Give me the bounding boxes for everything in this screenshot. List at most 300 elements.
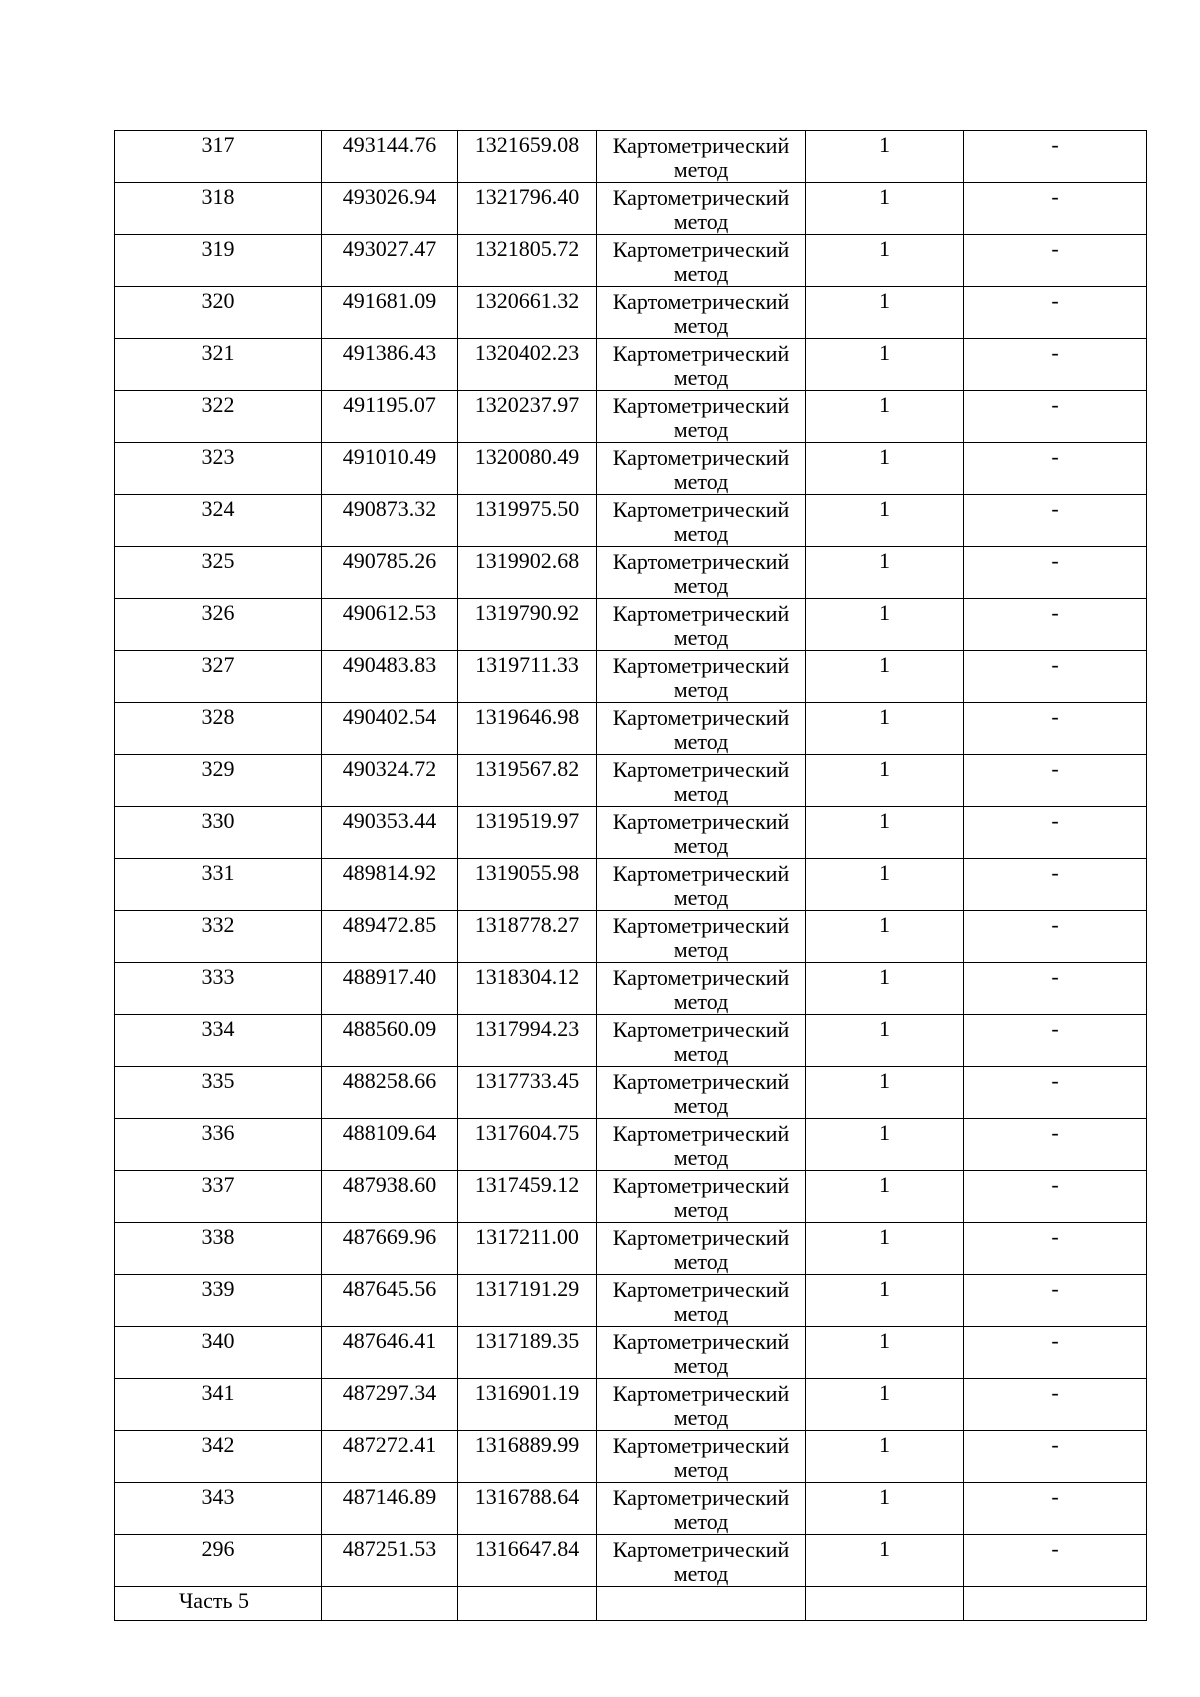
coord-x-cell <box>322 391 458 443</box>
method-cell <box>597 443 806 495</box>
table-row <box>115 547 1147 599</box>
note-cell <box>964 859 1147 911</box>
note-cell <box>964 339 1147 391</box>
point-number: 334 <box>201 1016 235 1041</box>
coord-y: 1317994.23 <box>474 1016 580 1041</box>
coord-x: 488917.40 <box>342 964 437 989</box>
note: - <box>1051 1380 1059 1405</box>
precision: 1 <box>879 1380 890 1405</box>
method-cell <box>597 599 806 651</box>
note-cell <box>964 599 1147 651</box>
note: - <box>1051 1276 1059 1301</box>
empty-cell <box>964 1587 1147 1621</box>
table-row <box>115 807 1147 859</box>
method: Картометрический метод <box>612 237 790 286</box>
coord-x: 490612.53 <box>342 600 437 625</box>
coord-y-cell <box>458 1431 597 1483</box>
point-number: 328 <box>201 704 235 729</box>
coord-y-cell <box>458 1535 597 1587</box>
point-number-cell <box>115 1171 322 1223</box>
point-number-cell <box>115 859 322 911</box>
coord-y-cell <box>458 131 597 183</box>
point-number: 321 <box>201 340 235 365</box>
point-number: 332 <box>201 912 235 937</box>
precision-cell <box>806 1535 964 1587</box>
note-cell <box>964 495 1147 547</box>
coord-x: 487645.56 <box>342 1276 437 1301</box>
precision-cell <box>806 963 964 1015</box>
precision: 1 <box>879 1172 890 1197</box>
coord-y-cell <box>458 183 597 235</box>
note-cell <box>964 1223 1147 1275</box>
note: - <box>1051 1068 1059 1093</box>
precision-cell <box>806 1431 964 1483</box>
note: - <box>1051 236 1059 261</box>
method-cell <box>597 339 806 391</box>
coord-x-cell <box>322 1275 458 1327</box>
method-cell <box>597 1327 806 1379</box>
coord-y-cell <box>458 911 597 963</box>
note: - <box>1051 496 1059 521</box>
precision-cell <box>806 651 964 703</box>
coord-y-cell <box>458 391 597 443</box>
coord-x-cell <box>322 651 458 703</box>
precision-cell <box>806 755 964 807</box>
coord-y: 1316889.99 <box>474 1432 580 1457</box>
coord-y-cell <box>458 287 597 339</box>
table-row <box>115 287 1147 339</box>
empty-cell <box>597 1587 806 1621</box>
table-row <box>115 1171 1147 1223</box>
point-number-cell <box>115 1015 322 1067</box>
point-number-cell <box>115 1275 322 1327</box>
point-number: 338 <box>201 1224 235 1249</box>
coord-x: 487251.53 <box>342 1536 437 1561</box>
method: Картометрический метод <box>612 445 790 494</box>
coord-x-cell <box>322 859 458 911</box>
method-cell <box>597 1275 806 1327</box>
coord-y-cell <box>458 339 597 391</box>
coord-y: 1321805.72 <box>474 236 580 261</box>
point-number-cell <box>115 599 322 651</box>
note-cell <box>964 287 1147 339</box>
precision: 1 <box>879 860 890 885</box>
coord-y: 1319790.92 <box>474 600 580 625</box>
note-cell <box>964 1431 1147 1483</box>
table-row <box>115 1535 1147 1587</box>
point-number-cell <box>115 1379 322 1431</box>
method: Картометрический метод <box>612 289 790 338</box>
method-cell <box>597 703 806 755</box>
note: - <box>1051 1328 1059 1353</box>
precision: 1 <box>879 496 890 521</box>
point-number: 343 <box>201 1484 235 1509</box>
note-cell <box>964 183 1147 235</box>
point-number: 339 <box>201 1276 235 1301</box>
coord-y-cell <box>458 547 597 599</box>
coord-y: 1320237.97 <box>474 392 580 417</box>
coord-y-cell <box>458 599 597 651</box>
method-cell <box>597 807 806 859</box>
precision-cell <box>806 859 964 911</box>
method-cell <box>597 1119 806 1171</box>
precision-cell <box>806 1483 964 1535</box>
method-cell <box>597 547 806 599</box>
precision: 1 <box>879 1120 890 1145</box>
point-number-cell <box>115 1327 322 1379</box>
method-cell <box>597 235 806 287</box>
coord-y-cell <box>458 443 597 495</box>
coord-y: 1321659.08 <box>474 132 580 157</box>
precision: 1 <box>879 1276 890 1301</box>
note: - <box>1051 1224 1059 1249</box>
point-number: 325 <box>201 548 235 573</box>
point-number-cell <box>115 131 322 183</box>
note: - <box>1051 1432 1059 1457</box>
coord-y-cell <box>458 1015 597 1067</box>
coord-x-cell <box>322 911 458 963</box>
coord-x-cell <box>322 963 458 1015</box>
precision: 1 <box>879 184 890 209</box>
coord-x: 491681.09 <box>342 288 437 313</box>
table-row <box>115 963 1147 1015</box>
point-number: 331 <box>201 860 235 885</box>
part-label-cell <box>115 1587 322 1621</box>
coord-x-cell <box>322 1015 458 1067</box>
method-cell <box>597 859 806 911</box>
coord-x-cell <box>322 547 458 599</box>
precision-cell <box>806 807 964 859</box>
coord-x: 490353.44 <box>342 808 437 833</box>
point-number-cell <box>115 1535 322 1587</box>
coord-x: 490324.72 <box>342 756 437 781</box>
coord-x-cell <box>322 1067 458 1119</box>
note-cell <box>964 1275 1147 1327</box>
point-number-cell <box>115 495 322 547</box>
precision: 1 <box>879 340 890 365</box>
point-number-cell <box>115 1067 322 1119</box>
note: - <box>1051 704 1059 729</box>
method: Картометрический метод <box>612 549 790 598</box>
precision-cell <box>806 911 964 963</box>
coord-x: 491195.07 <box>343 392 436 417</box>
point-number: 324 <box>201 496 235 521</box>
coord-x: 487272.41 <box>342 1432 437 1457</box>
table-row <box>115 443 1147 495</box>
coord-y-cell <box>458 807 597 859</box>
table-row <box>115 651 1147 703</box>
coord-y: 1319646.98 <box>474 704 580 729</box>
note: - <box>1051 184 1059 209</box>
method: Картометрический метод <box>612 1069 790 1118</box>
note-cell <box>964 547 1147 599</box>
coord-y-cell <box>458 703 597 755</box>
note: - <box>1051 756 1059 781</box>
method: Картометрический метод <box>612 757 790 806</box>
coord-x-cell <box>322 807 458 859</box>
coord-x: 488109.64 <box>342 1120 437 1145</box>
table-row <box>115 1223 1147 1275</box>
point-number: 342 <box>201 1432 235 1457</box>
coord-y-cell <box>458 495 597 547</box>
coord-y-cell <box>458 963 597 1015</box>
precision: 1 <box>879 1484 890 1509</box>
coord-x-cell <box>322 1535 458 1587</box>
method: Картометрический метод <box>612 1277 790 1326</box>
coord-y: 1320080.49 <box>474 444 580 469</box>
table-row <box>115 495 1147 547</box>
table-row <box>115 235 1147 287</box>
method: Картометрический метод <box>612 1329 790 1378</box>
method-cell <box>597 131 806 183</box>
coord-x-cell <box>322 1223 458 1275</box>
coord-x-cell <box>322 599 458 651</box>
coord-y-cell <box>458 859 597 911</box>
method-cell <box>597 1015 806 1067</box>
point-number-cell <box>115 287 322 339</box>
point-number-cell <box>115 651 322 703</box>
note: - <box>1051 964 1059 989</box>
coord-y: 1319519.97 <box>474 808 580 833</box>
coord-y: 1319975.50 <box>474 496 580 521</box>
coord-y: 1320661.32 <box>474 288 580 313</box>
method: Картометрический метод <box>612 1381 790 1430</box>
point-number-cell <box>115 1431 322 1483</box>
note: - <box>1051 600 1059 625</box>
coord-x: 491386.43 <box>342 340 437 365</box>
table-row <box>115 391 1147 443</box>
coordinates-table <box>114 130 1147 1621</box>
precision: 1 <box>879 1068 890 1093</box>
coord-y-cell <box>458 651 597 703</box>
precision-cell <box>806 235 964 287</box>
precision: 1 <box>879 756 890 781</box>
table-row <box>115 339 1147 391</box>
method: Картометрический метод <box>612 133 790 182</box>
coord-y: 1316647.84 <box>474 1536 580 1561</box>
point-number-cell <box>115 755 322 807</box>
method: Картометрический метод <box>612 965 790 1014</box>
coord-x: 487646.41 <box>342 1328 437 1353</box>
precision-cell <box>806 391 964 443</box>
method-cell <box>597 1223 806 1275</box>
part-label: Часть 5 <box>179 1588 249 1613</box>
precision: 1 <box>879 1328 890 1353</box>
table-row <box>115 1015 1147 1067</box>
coord-y: 1321796.40 <box>474 184 580 209</box>
point-number-cell <box>115 339 322 391</box>
coord-y: 1319902.68 <box>474 548 580 573</box>
table-row <box>115 859 1147 911</box>
point-number: 319 <box>201 236 235 261</box>
precision-cell <box>806 1015 964 1067</box>
coord-x: 493144.76 <box>342 132 437 157</box>
coord-x-cell <box>322 287 458 339</box>
coord-y-cell <box>458 1327 597 1379</box>
precision-cell <box>806 339 964 391</box>
point-number-cell <box>115 703 322 755</box>
precision-cell <box>806 547 964 599</box>
point-number: 333 <box>201 964 235 989</box>
method: Картометрический метод <box>612 601 790 650</box>
point-number: 337 <box>201 1172 235 1197</box>
precision: 1 <box>879 548 890 573</box>
method: Картометрический метод <box>612 341 790 390</box>
point-number-cell <box>115 1119 322 1171</box>
coord-x: 490785.26 <box>342 548 437 573</box>
coord-x: 488560.09 <box>342 1016 437 1041</box>
coord-x-cell <box>322 235 458 287</box>
note: - <box>1051 132 1059 157</box>
coord-y: 1318778.27 <box>474 912 580 937</box>
point-number: 323 <box>201 444 235 469</box>
note: - <box>1051 1484 1059 1509</box>
table-row <box>115 911 1147 963</box>
method-cell <box>597 1067 806 1119</box>
coord-y: 1316788.64 <box>474 1484 580 1509</box>
point-number-cell <box>115 1483 322 1535</box>
coord-y: 1319055.98 <box>474 860 580 885</box>
method-cell <box>597 1431 806 1483</box>
method-cell <box>597 963 806 1015</box>
note: - <box>1051 392 1059 417</box>
table-row <box>115 1327 1147 1379</box>
note-cell <box>964 235 1147 287</box>
coord-x-cell <box>322 183 458 235</box>
method: Картометрический метод <box>612 185 790 234</box>
coord-x-cell <box>322 755 458 807</box>
method: Картометрический метод <box>612 1173 790 1222</box>
method: Картометрический метод <box>612 705 790 754</box>
precision: 1 <box>879 704 890 729</box>
point-number-cell <box>115 1223 322 1275</box>
note-cell <box>964 1171 1147 1223</box>
note-cell <box>964 807 1147 859</box>
point-number: 340 <box>201 1328 235 1353</box>
point-number: 296 <box>201 1536 235 1561</box>
precision: 1 <box>879 652 890 677</box>
coord-x: 488258.66 <box>342 1068 437 1093</box>
precision-cell <box>806 1067 964 1119</box>
precision-cell <box>806 703 964 755</box>
table-row <box>115 703 1147 755</box>
point-number-cell <box>115 183 322 235</box>
coord-x: 493026.94 <box>342 184 437 209</box>
coord-y-cell <box>458 1483 597 1535</box>
table-row <box>115 131 1147 183</box>
coord-x: 487297.34 <box>342 1380 437 1405</box>
precision: 1 <box>879 964 890 989</box>
note-cell <box>964 391 1147 443</box>
precision-cell <box>806 443 964 495</box>
method: Картометрический метод <box>612 1121 790 1170</box>
note-cell <box>964 703 1147 755</box>
note: - <box>1051 288 1059 313</box>
note: - <box>1051 912 1059 937</box>
coord-x: 490402.54 <box>342 704 437 729</box>
point-number: 322 <box>201 392 235 417</box>
note: - <box>1051 340 1059 365</box>
table-row <box>115 1431 1147 1483</box>
coord-y-cell <box>458 235 597 287</box>
table-row <box>115 1119 1147 1171</box>
note: - <box>1051 1120 1059 1145</box>
method: Картометрический метод <box>612 913 790 962</box>
coord-x: 491010.49 <box>342 444 437 469</box>
coord-x: 490483.83 <box>342 652 437 677</box>
point-number: 327 <box>201 652 235 677</box>
precision: 1 <box>879 912 890 937</box>
note-cell <box>964 755 1147 807</box>
note-cell <box>964 1535 1147 1587</box>
precision-cell <box>806 1171 964 1223</box>
method: Картометрический метод <box>612 1225 790 1274</box>
table-row <box>115 1379 1147 1431</box>
coord-x-cell <box>322 703 458 755</box>
point-number-cell <box>115 807 322 859</box>
coord-x-cell <box>322 339 458 391</box>
precision: 1 <box>879 600 890 625</box>
point-number: 317 <box>201 132 235 157</box>
table-row <box>115 1275 1147 1327</box>
coord-y: 1317211.00 <box>475 1224 579 1249</box>
coord-x: 487146.89 <box>342 1484 437 1509</box>
method-cell <box>597 391 806 443</box>
coord-y-cell <box>458 1275 597 1327</box>
table-row <box>115 1067 1147 1119</box>
coord-y-cell <box>458 1171 597 1223</box>
precision: 1 <box>879 288 890 313</box>
coord-x: 489472.85 <box>342 912 437 937</box>
coord-x-cell <box>322 1171 458 1223</box>
coord-y: 1318304.12 <box>474 964 580 989</box>
note-cell <box>964 651 1147 703</box>
coord-y: 1317733.45 <box>474 1068 580 1093</box>
method-cell <box>597 755 806 807</box>
note-cell <box>964 443 1147 495</box>
note-cell <box>964 131 1147 183</box>
coord-y-cell <box>458 1223 597 1275</box>
note-cell <box>964 1327 1147 1379</box>
precision: 1 <box>879 132 890 157</box>
note: - <box>1051 860 1059 885</box>
coord-x-cell <box>322 1119 458 1171</box>
note: - <box>1051 444 1059 469</box>
coord-x: 490873.32 <box>342 496 437 521</box>
table-row <box>115 755 1147 807</box>
coord-x: 487669.96 <box>342 1224 437 1249</box>
point-number: 320 <box>201 288 235 313</box>
method-cell <box>597 1535 806 1587</box>
coord-y: 1317189.35 <box>474 1328 580 1353</box>
point-number: 330 <box>201 808 235 833</box>
method: Картометрический метод <box>612 1017 790 1066</box>
table-row <box>115 599 1147 651</box>
coord-y-cell <box>458 1067 597 1119</box>
note: - <box>1051 1536 1059 1561</box>
point-number-cell <box>115 547 322 599</box>
note-cell <box>964 1067 1147 1119</box>
coord-y: 1319567.82 <box>474 756 580 781</box>
precision: 1 <box>879 444 890 469</box>
precision-cell <box>806 495 964 547</box>
precision: 1 <box>879 1536 890 1561</box>
coord-y: 1317459.12 <box>474 1172 580 1197</box>
point-number: 341 <box>201 1380 235 1405</box>
coord-y: 1316901.19 <box>474 1380 580 1405</box>
coord-x-cell <box>322 495 458 547</box>
coord-y-cell <box>458 1119 597 1171</box>
